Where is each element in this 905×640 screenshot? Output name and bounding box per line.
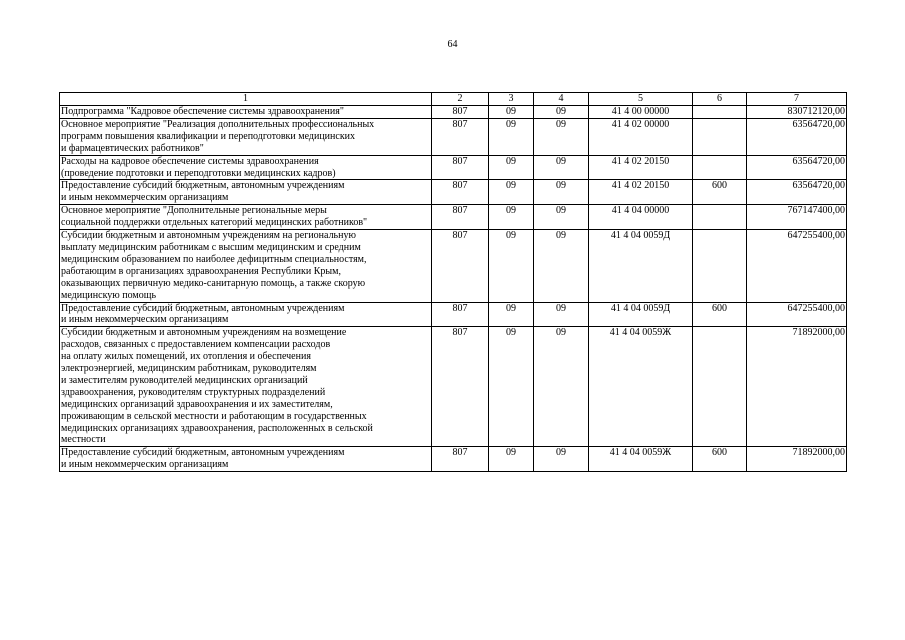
row-name-line: Расходы на кадровое обеспечение системы здравоохранения	[61, 155, 319, 167]
subsection-code-cell: 09	[534, 118, 589, 155]
section-code-cell: 09	[489, 302, 534, 327]
row-name-line: Субсидии бюджетным и автономным учреждениям на возмещение	[61, 327, 347, 339]
table-row	[60, 106, 847, 119]
section-code-cell: 09	[489, 106, 534, 119]
section-code-cell: 09	[489, 205, 534, 230]
gr-code-cell: 807	[432, 180, 489, 205]
row-name-line: на оплату жилых помещений, их отопления и обеспечения	[61, 351, 311, 363]
amount-cell: 647255400,00	[747, 230, 847, 302]
target-article-cell: 41 4 04 0059Д	[589, 230, 693, 302]
expense-type-cell	[693, 118, 747, 155]
row-name-line: оказывающих первичную медико-санитарную помощь, а также скорую	[61, 277, 366, 289]
row-name-line: программ повышения квалификации и переподготовки медицинских	[61, 130, 356, 142]
amount-cell: 647255400,00	[747, 302, 847, 327]
gr-code-cell: 807	[432, 205, 489, 230]
row-name-line: Основное мероприятие "Реализация дополнительных профессиональных	[61, 118, 375, 130]
row-name-cell	[60, 155, 432, 180]
table-row	[60, 205, 847, 230]
row-name-line: Предоставление субсидий бюджетным, автономным учреждениям	[61, 180, 345, 192]
expense-type-cell	[693, 106, 747, 119]
subsection-code-cell: 09	[534, 327, 589, 447]
expense-type-cell: 600	[693, 180, 747, 205]
row-name-cell	[60, 118, 432, 155]
section-code-cell: 09	[489, 118, 534, 155]
gr-code-cell: 807	[432, 447, 489, 472]
subsection-code-cell: 09	[534, 230, 589, 302]
row-name-line: медицинских организаций здравоохранения и их заместителям,	[61, 398, 333, 410]
table-row	[60, 327, 847, 447]
gr-code-cell: 807	[432, 302, 489, 327]
amount-cell: 63564720,00	[747, 155, 847, 180]
budget-table	[59, 92, 847, 472]
gr-code-cell: 807	[432, 327, 489, 447]
section-code-cell: 09	[489, 327, 534, 447]
row-name-line: выплату медицинским работникам с высшим медицинским и средним	[61, 241, 361, 253]
gr-code-cell: 807	[432, 118, 489, 155]
row-name-line: и иным некоммерческим организациям	[61, 459, 229, 471]
table-row	[60, 180, 847, 205]
row-name-line: Подпрограмма "Кадровое обеспечение системы здравоохранения"	[61, 106, 344, 117]
expense-type-cell	[693, 327, 747, 447]
target-article-cell: 41 4 02 00000	[589, 118, 693, 155]
amount-cell: 767147400,00	[747, 205, 847, 230]
section-code-cell: 09	[489, 447, 534, 472]
amount-cell: 71892000,00	[747, 447, 847, 472]
target-article-cell: 41 4 02 20150	[589, 180, 693, 205]
row-name-line: Предоставление субсидий бюджетным, автономным учреждениям	[61, 447, 345, 459]
column-header-1: 1	[60, 93, 432, 106]
row-name-line: здравоохранения, руководителям структурных подразделений	[61, 386, 326, 398]
target-article-cell: 41 4 04 0059Ж	[589, 327, 693, 447]
expense-type-cell	[693, 205, 747, 230]
row-name-line: местности	[61, 434, 106, 446]
gr-code-cell: 807	[432, 155, 489, 180]
row-name-line: Субсидии бюджетным и автономным учреждениям на региональную	[61, 230, 356, 242]
table-body	[60, 106, 847, 472]
column-header-5: 5	[589, 93, 693, 106]
target-article-cell: 41 4 04 0059Ж	[589, 447, 693, 472]
row-name-cell	[60, 302, 432, 327]
row-name-line: и заместителям руководителей медицинских организаций	[61, 374, 308, 386]
row-name-cell	[60, 327, 432, 447]
row-name-line: медицинских организациях здравоохранения, расположенных в сельской	[61, 422, 373, 434]
amount-cell: 63564720,00	[747, 118, 847, 155]
row-name-line: медицинским образованием по наиболее дефицитным специальностям,	[61, 253, 367, 265]
expense-type-cell	[693, 155, 747, 180]
target-article-cell: 41 4 00 00000	[589, 106, 693, 119]
target-article-cell: 41 4 04 0059Д	[589, 302, 693, 327]
row-name-cell	[60, 230, 432, 302]
column-header-4: 4	[534, 93, 589, 106]
amount-cell: 830712120,00	[747, 106, 847, 119]
expense-type-cell: 600	[693, 447, 747, 472]
row-name-line: и иным некоммерческим организациям	[61, 314, 229, 326]
subsection-code-cell: 09	[534, 180, 589, 205]
row-name-line: социальной поддержки отдельных категорий медицинских работников"	[61, 217, 368, 229]
table-row	[60, 302, 847, 327]
amount-cell: 71892000,00	[747, 327, 847, 447]
table-row	[60, 155, 847, 180]
row-name-line: расходов, связанных с предоставлением компенсации расходов	[61, 339, 331, 351]
target-article-cell: 41 4 04 00000	[589, 205, 693, 230]
section-code-cell: 09	[489, 155, 534, 180]
row-name-cell	[60, 447, 432, 472]
row-name-line: Основное мероприятие "Дополнительные региональные меры	[61, 205, 327, 217]
gr-code-cell: 807	[432, 230, 489, 302]
amount-cell: 63564720,00	[747, 180, 847, 205]
row-name-line: работающим в организациях здравоохранения Республики Крым,	[61, 265, 341, 277]
row-name-line: и фармацевтических работников"	[61, 142, 204, 154]
row-name-cell	[60, 106, 432, 119]
table-header-row	[60, 93, 847, 106]
row-name-line: Предоставление субсидий бюджетным, автономным учреждениям	[61, 302, 345, 314]
row-name-line: (проведение подготовки и переподготовки медицинских кадров)	[61, 167, 336, 179]
subsection-code-cell: 09	[534, 155, 589, 180]
subsection-code-cell: 09	[534, 205, 589, 230]
target-article-cell: 41 4 02 20150	[589, 155, 693, 180]
column-header-3: 3	[489, 93, 534, 106]
subsection-code-cell: 09	[534, 106, 589, 119]
table-row	[60, 230, 847, 302]
column-header-6: 6	[693, 93, 747, 106]
row-name-line: и иным некоммерческим организациям	[61, 192, 229, 204]
row-name-line: проживающим в сельской местности и работающим в государственных	[61, 410, 367, 422]
row-name-cell	[60, 205, 432, 230]
row-name-line: электроэнергией, медицинским работникам, руководителям	[61, 363, 317, 375]
subsection-code-cell: 09	[534, 447, 589, 472]
gr-code-cell: 807	[432, 106, 489, 119]
row-name-cell	[60, 180, 432, 205]
section-code-cell: 09	[489, 180, 534, 205]
table-row	[60, 447, 847, 472]
section-code-cell: 09	[489, 230, 534, 302]
expense-type-cell	[693, 230, 747, 302]
expense-type-cell: 600	[693, 302, 747, 327]
column-header-7: 7	[747, 93, 847, 106]
row-name-line: медицинскую помощь	[61, 289, 157, 301]
table-row	[60, 118, 847, 155]
subsection-code-cell: 09	[534, 302, 589, 327]
page-number: 64	[447, 39, 458, 50]
column-header-2: 2	[432, 93, 489, 106]
